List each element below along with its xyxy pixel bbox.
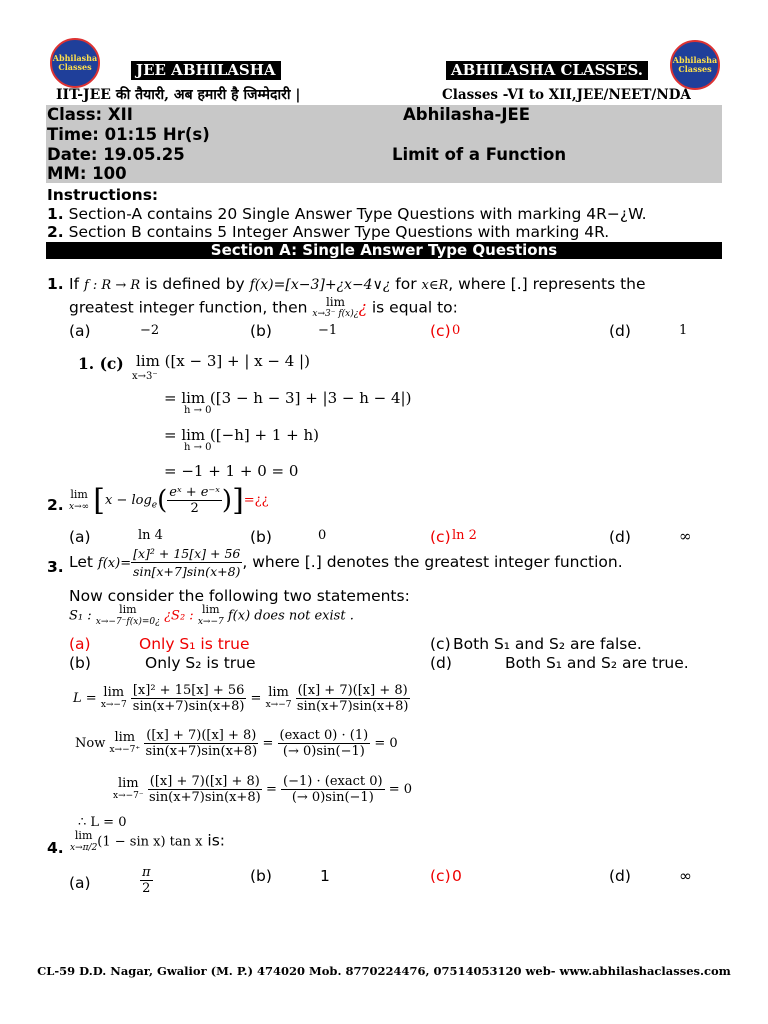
q4-expr: (1 − sin x) tan x — [97, 834, 203, 850]
q3-number: 3. — [47, 558, 64, 576]
q2-option-d: ∞ — [679, 527, 692, 545]
q3-s1-lim-sub: x→−7⁻f(x)=0¿ — [95, 617, 160, 627]
q3-option-b-label: (b) — [69, 654, 91, 672]
q3-text — [69, 545, 623, 580]
q3-sol-frac1 — [131, 683, 247, 714]
q3-option-b: Only S₂ is true — [145, 654, 256, 672]
q2-lim-sub: x→∞ — [69, 501, 90, 512]
frac-den: sin(x+7)sin(x+8) — [145, 744, 258, 759]
q2-expr: x − log — [104, 493, 152, 508]
q1-pre: If — [69, 275, 84, 293]
q3-option-c: Both S₁ and S₂ are false. — [453, 635, 642, 653]
q3-sol-lim-sub: x→−7⁻ — [113, 790, 144, 801]
tagline-left: IIT-JEE की तैयारी, अब हमारी है जिम्मेदारी | — [56, 87, 301, 103]
frac-num: ([x] + 7)([x] + 8) — [149, 774, 260, 789]
instruction-1 — [47, 205, 647, 224]
q1-solution-sub1: x→3⁻ — [132, 371, 158, 382]
q3-option-a: Only S₁ is true — [139, 635, 250, 653]
q4-number: 4. — [47, 839, 64, 857]
q4-expression — [70, 830, 225, 854]
q4-limit: lim x→π/2 — [70, 829, 98, 853]
q3-sol-frac6 — [281, 774, 385, 805]
q3-sol-lim-sub: x→−7 — [265, 699, 292, 710]
q3-option-c-label: (c) — [430, 635, 451, 653]
q1-option-c: 0 — [452, 323, 461, 338]
logo-right — [670, 40, 720, 90]
q3-sol-frac5 — [148, 774, 262, 805]
frac-num: (exact 0) · (1) — [279, 728, 369, 743]
q4-option-a — [140, 865, 153, 896]
frac-den: (→ 0)sin(−1) — [282, 744, 365, 759]
q1-text-line2 — [69, 296, 458, 320]
q1-option-d-label: (d) — [609, 322, 631, 340]
q1-solution-label: 1. (c) — [78, 354, 124, 373]
q3-sol-lim: lim x→−7 — [265, 684, 292, 710]
q4-option-b: 1 — [320, 867, 330, 885]
q4-option-a-label: (a) — [69, 874, 91, 892]
q3-statements — [69, 604, 354, 628]
frac-num: ([x] + 7)([x] + 8) — [297, 683, 408, 698]
q4-option-c: 0 — [452, 867, 462, 885]
q3-sol-frac4 — [278, 728, 371, 759]
frac-den: sin(x+7)sin(x+8) — [296, 699, 409, 714]
q4-option-a-den: 2 — [142, 881, 151, 896]
class-label: Class: XII — [47, 105, 133, 124]
logo-text: Abhilasha — [672, 55, 718, 65]
q3-sol-frac3 — [144, 728, 258, 759]
q1-lim-sub: x→3⁻ f(x)¿ — [312, 309, 359, 319]
q2-option-a-label: (a) — [69, 528, 91, 546]
q1-post: for — [390, 275, 422, 293]
q4-is: is: — [202, 831, 226, 850]
q1-line2b: is equal to: — [366, 298, 458, 317]
instructions-title: Instructions: — [47, 186, 159, 204]
q3-solution-therefore: ∴ L = 0 — [78, 815, 127, 830]
q3-s2-tail: f(x) does not exist . — [227, 608, 354, 624]
q2-tail: =¿¿ — [243, 493, 269, 508]
q1-domain: x∈R — [421, 278, 449, 293]
q3-s2-limit: lim x→−7 — [197, 603, 224, 627]
q4-option-b-label: (b) — [250, 867, 272, 885]
q3-s2: ¿S₂ : — [164, 608, 194, 624]
footer-address: CL-59 D.D. Nagar, Gwalior (M. P.) 474020 Mob. 8770224476, 07514053120 web- www.abhilashaclasses.com — [37, 964, 731, 978]
q3-solution-1: L = lim x→−7 $\frac{\text{[x]² + 15[x] + 56}}{\sin(x+7)\sin(x+8)}$ = lim x→−7 $\frac{([x] + 7)([x] + 8)}{\sin(x+7)\sin(x+8)}$ — [73, 683, 409, 714]
instruction-text: Section B contains 5 Integer Answer Type Questions with marking 4R. — [63, 223, 610, 241]
marks-label: MM: 100 — [47, 164, 127, 183]
instruction-num: 2. — [47, 223, 64, 241]
q4-option-d-label: (d) — [609, 867, 631, 885]
q3-solution-2: Now lim x→−7⁺ $\frac{([x] + 7)([x] + 8)}{\sin(x+7)\sin(x+8)}$ = $\frac{\text{(exact 0) · (1)}}{(\to 0)\sin(-1)}$ = 0 — [75, 728, 398, 759]
q1-solution-sub3: h → 0 — [184, 442, 212, 453]
q3-sol-eq0: = 0 — [388, 782, 413, 797]
q1-option-a: −2 — [140, 323, 160, 338]
frac-den: (→ 0)sin(−1) — [291, 790, 374, 805]
q3-sol-L: L = — [73, 691, 97, 706]
q3-sol-lim-sub: x→−7 — [100, 699, 127, 710]
q2-log-base: e — [151, 500, 158, 511]
q2-frac-den: 2 — [190, 501, 199, 516]
q2-option-c-label: (c) — [430, 528, 451, 546]
q3-pre: Let — [69, 553, 98, 571]
q1-solution-line1: lim ([x − 3] + | x − 4 |) — [136, 352, 310, 370]
tagline-right: Classes -VI to XII,JEE/NEET/NDA — [442, 87, 691, 103]
q3-numer: [x]² + 15[x] + 56 — [133, 546, 241, 561]
logo-text: Abhilasha — [52, 53, 98, 63]
q2-option-b-label: (b) — [250, 528, 272, 546]
q1-option-c-label: (c) — [430, 322, 451, 340]
q3-sol-now: Now — [75, 736, 106, 751]
instruction-text: Section-A contains 20 Single Answer Type Questions with marking 4R−¿W. — [63, 205, 647, 223]
q1-post2: , where [.] represents the — [448, 275, 646, 293]
q1-line2a: greatest integer function, then — [69, 298, 313, 317]
q3-option-d-label: (d) — [430, 654, 452, 672]
q2-limit: lim x→∞ — [69, 487, 90, 512]
q3-sol-lim: lim x→−7⁺ — [109, 729, 141, 755]
q3-option-d: Both S₁ and S₂ are true. — [505, 654, 689, 672]
q1-mid: is defined by — [140, 275, 250, 293]
q1-solution-sub2: h → 0 — [184, 405, 212, 416]
frac-num: [x]² + 15[x] + 56 — [132, 683, 245, 698]
q3-option-a-label: (a) — [69, 635, 91, 653]
q3-post: , where [.] denotes the greatest integer function. — [242, 553, 623, 571]
frac-den: sin(x+7)sin(x+8) — [132, 699, 245, 714]
q1-limit: lim x→3⁻ f(x)¿ — [312, 295, 359, 319]
q4-option-d: ∞ — [679, 867, 692, 885]
q2-option-a: ln 4 — [138, 528, 163, 543]
q3-fx: f(x)= — [97, 556, 132, 571]
q1-func: f(x)=[x−3]+¿x−4∨¿ — [249, 277, 391, 293]
q3-sol-frac2 — [296, 683, 410, 714]
q1-option-a-label: (a) — [69, 322, 91, 340]
q2-option-b: 0 — [318, 528, 327, 543]
logo-left — [50, 38, 100, 88]
logo-text: Classes — [678, 64, 712, 74]
q1-option-b-label: (b) — [250, 322, 272, 340]
q3-s1: S₁ : — [69, 608, 92, 624]
q3-solution-3: lim x→−7⁻ $\frac{([x] + 7)([x] + 8)}{\sin(x+7)\sin(x+8)}$ = $\frac{\text{(−1) · (exact 0)}}{(\to 0)\sin(-1)}$ = 0 — [113, 774, 413, 805]
q3-sol-lim: lim x→−7 — [100, 684, 127, 710]
brand-right: ABHILASHA CLASSES. — [446, 61, 648, 80]
q3-sol-lim: lim x→−7⁻ — [113, 775, 144, 801]
section-title: Section A: Single Answer Type Questions — [46, 242, 722, 259]
brand-left: JEE ABHILASHA — [131, 61, 281, 80]
q1-option-d: 1 — [679, 323, 688, 338]
q3-sol-eq0: = 0 — [374, 736, 398, 751]
instruction-2 — [47, 223, 609, 242]
batch-label: Abhilasha-JEE — [403, 105, 531, 124]
q3-s1-limit: lim x→−7⁻f(x)=0¿ — [95, 603, 160, 627]
q1-map: f : R → R — [83, 278, 141, 293]
q3-sol-lim-sub: x→−7⁺ — [109, 744, 141, 755]
q1-number: 1. — [47, 275, 64, 293]
frac-num: ([x] + 7)([x] + 8) — [146, 728, 257, 743]
q2-expression: lim x→∞ [$x - \log_e$( $\frac{\text{eˣ + e⁻ˣ}}{2}$ )]=¿¿ — [69, 483, 269, 518]
q3-denom: sin[x+7]sin(x+8) — [133, 564, 241, 579]
q2-fraction — [167, 485, 222, 516]
date-label: Date: 19.05.25 — [47, 145, 185, 164]
q2-option-c: ln 2 — [452, 528, 477, 543]
time-label: Time: 01:15 Hr(s) — [47, 125, 210, 144]
q2-frac-num: eˣ + e⁻ˣ — [169, 485, 220, 500]
logo-text: Classes — [58, 62, 92, 72]
q1-garble: ¿ — [358, 298, 367, 317]
instruction-num: 1. — [47, 205, 64, 223]
q4-option-c-label: (c) — [430, 867, 451, 885]
q3-fraction — [131, 545, 242, 580]
q1-solution-line4: = −1 + 1 + 0 = 0 — [164, 462, 299, 480]
q4-option-a-num: π — [142, 865, 151, 880]
q1-solution-line2: = lim ([3 − h − 3] + |3 − h − 4|) — [164, 389, 412, 407]
frac-den: sin(x+7)sin(x+8) — [148, 790, 261, 805]
frac-num: (−1) · (exact 0) — [283, 774, 383, 789]
topic-label: Limit of a Function — [392, 145, 567, 164]
q2-number: 2. — [47, 496, 64, 514]
q3-line2: Now consider the following two statements: — [69, 587, 410, 605]
q3-s2-lim-sub: x→−7 — [197, 617, 224, 627]
q1-solution-line3: = lim ([−h] + 1 + h) — [164, 426, 319, 444]
q4-lim-sub: x→π/2 — [70, 843, 98, 853]
q1-option-b: −1 — [318, 323, 338, 338]
q1-text — [69, 274, 646, 296]
q2-option-d-label: (d) — [609, 528, 631, 546]
